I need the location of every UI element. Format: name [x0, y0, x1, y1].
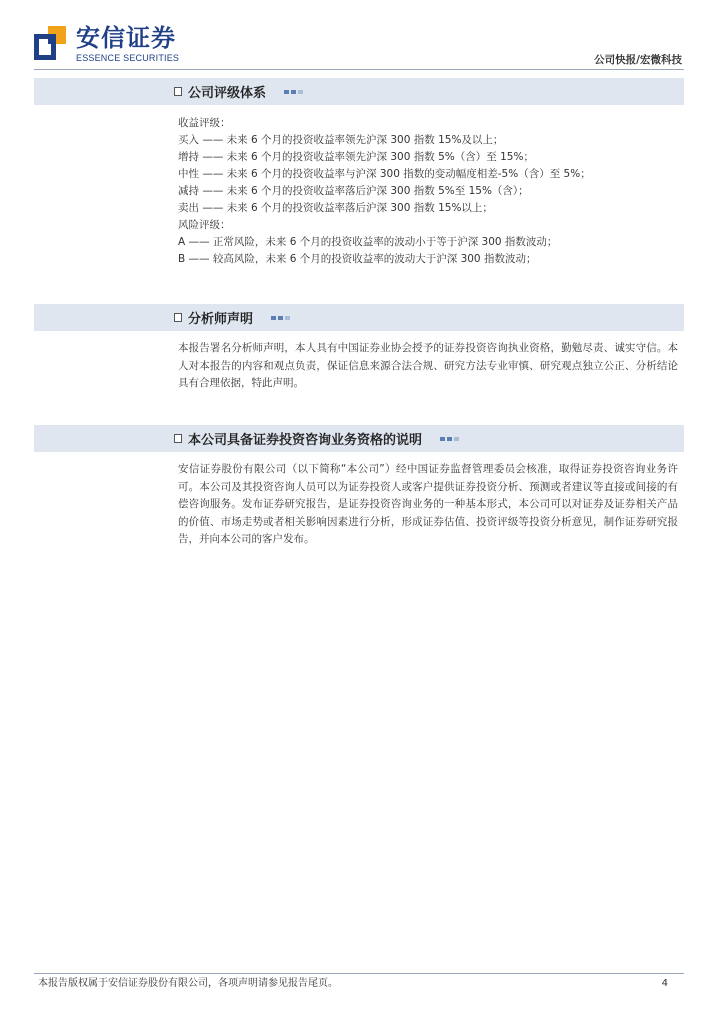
section-header-qualification [34, 425, 684, 452]
footer-divider [34, 973, 684, 974]
decor-squares-icon [440, 437, 459, 441]
qualification-text: 安信证券股份有限公司（以下简称“本公司”）经中国证券监督管理委员会核准，取得证券投资咨询业务许可。本公司及其投资咨询人员可以为证券投资人或客户提供证券投资分析、预测或者建议等直接或间接的有偿咨询服务。发布证券研究报告，是证券投资咨询业务的一种基本形式，本公司可以对证券及证券相关产品的价值、市场走势或者相关影响因素进行分析，形成证券估值、投资评级等投资分析意见，制作证券研究报告，并向本公司的客户发布。 [178, 463, 678, 545]
page-number: 4 [661, 978, 668, 989]
footer-copyright: 本报告版权属于安信证券股份有限公司，各项声明请参见报告尾页。 [38, 978, 338, 989]
rating-line: 中性 —— 未来 6 个月的投资收益率与沪深 300 指数的变动幅度相差-5%（含）至 5%； [178, 168, 591, 180]
report-type-label: 公司快报/宏微科技 [594, 54, 682, 66]
logo-text-en: ESSENCE SECURITIES [76, 53, 180, 63]
section-title-qualification: 本公司具备证券投资咨询业务资格的说明 [188, 433, 423, 448]
section-header-rating [34, 78, 684, 105]
rating-line: 卖出 —— 未来 6 个月的投资收益率落后沪深 300 指数 15%以上； [178, 202, 493, 214]
essence-logo-icon [34, 26, 68, 62]
section-header-analyst [34, 304, 684, 331]
section-title-analyst: 分析师声明 [188, 312, 254, 327]
rating-line: 收益评级： [178, 117, 231, 129]
rating-line: 买入 —— 未来 6 个月的投资收益率领先沪深 300 指数 15%及以上； [178, 134, 504, 146]
section-marker-icon [174, 434, 182, 443]
section-marker-icon [174, 313, 182, 322]
header-divider [34, 69, 684, 70]
decor-squares-icon [284, 90, 303, 94]
page-header [0, 0, 724, 78]
rating-line: B —— 较高风险，未来 6 个月的投资收益率的波动大于沪深 300 指数波动； [178, 253, 537, 265]
rating-line: A —— 正常风险，未来 6 个月的投资收益率的波动小于等于沪深 300 指数波动； [178, 236, 558, 248]
rating-list [178, 115, 678, 268]
section-marker-icon [174, 87, 182, 96]
logo-text-cn: 安信证券 [76, 24, 176, 52]
section-title-rating: 公司评级体系 [188, 86, 267, 101]
analyst-statement-text: 本报告署名分析师声明，本人具有中国证券业协会授予的证券投资咨询执业资格，勤勉尽责、诚实守信。本人对本报告的内容和观点负责，保证信息来源合法合规、研究方法专业审慎、研究观点独立公正、分析结论具有合理依据，特此声明。 [178, 342, 678, 389]
rating-line: 增持 —— 未来 6 个月的投资收益率领先沪深 300 指数 5%（含）至 15%； [178, 151, 534, 163]
rating-line: 风险评级： [178, 219, 231, 231]
rating-line: 减持 —— 未来 6 个月的投资收益率落后沪深 300 指数 5%至 15%（含）； [178, 185, 529, 197]
decor-squares-icon [271, 316, 290, 320]
